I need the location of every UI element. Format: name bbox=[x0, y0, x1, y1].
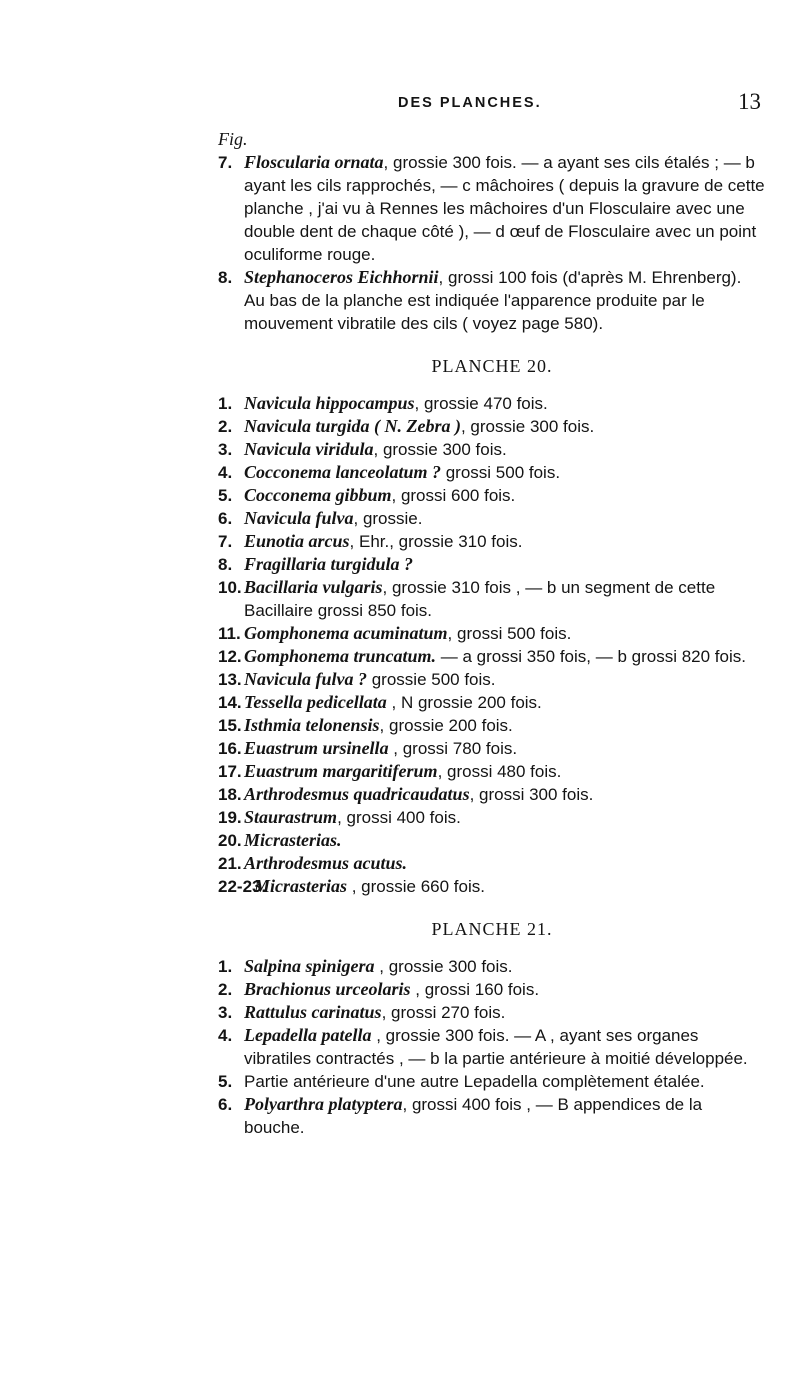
list-item bbox=[218, 806, 766, 829]
species-name: Stephanoceros Eichhornii bbox=[244, 267, 439, 287]
species-name: Navicula fulva ? bbox=[244, 669, 367, 689]
list-item bbox=[218, 1070, 766, 1093]
entry-description: , N grossie 200 fois. bbox=[386, 693, 542, 712]
list-item bbox=[218, 1093, 766, 1139]
text-body bbox=[218, 128, 766, 1139]
entry-number: 4. bbox=[218, 463, 233, 482]
entry-description: grossi 500 fois. bbox=[441, 463, 561, 482]
entry-description: , grossie 300 fois. bbox=[374, 957, 513, 976]
entry-number: 22-23. bbox=[218, 877, 267, 896]
species-name: Salpina spinigera bbox=[244, 956, 375, 976]
list-item bbox=[218, 266, 766, 289]
entry-description: , grossie 470 fois. bbox=[414, 394, 548, 413]
running-header bbox=[0, 91, 800, 119]
entry-description: , grossie 300 fois. bbox=[460, 417, 595, 436]
list-item bbox=[218, 875, 766, 898]
list-item bbox=[218, 1024, 766, 1070]
entry-number: 2. bbox=[218, 980, 233, 999]
entry-number: 21. bbox=[218, 854, 242, 873]
entry-number: 10. bbox=[218, 578, 242, 597]
species-name: Eunotia arcus bbox=[244, 531, 350, 551]
entry-number: 5. bbox=[218, 486, 233, 505]
entry-number: 19. bbox=[218, 808, 242, 827]
entry-description: , grossi 400 fois , — B appendices de la bouche. bbox=[244, 1095, 703, 1137]
species-name: Rattulus carinatus bbox=[244, 1002, 382, 1022]
entry-description: , grossie 300 fois. — A , ayant ses organes vibratiles contractés , — b la partie antérieure à moitié développée. bbox=[244, 1026, 748, 1068]
list-item bbox=[218, 760, 766, 783]
species-name: Micrasterias. bbox=[244, 830, 342, 850]
list-item bbox=[218, 553, 766, 576]
list-item bbox=[218, 507, 766, 530]
entry-description: , grossi 300 fois. bbox=[469, 785, 594, 804]
list-item bbox=[218, 852, 766, 875]
list-item bbox=[218, 668, 766, 691]
entries-list-plate-20 bbox=[218, 392, 766, 898]
species-name: Lepadella patella bbox=[244, 1025, 372, 1045]
entry-number: 18. bbox=[218, 785, 242, 804]
entry-number: 20. bbox=[218, 831, 242, 850]
fig-label: Fig. bbox=[218, 129, 248, 149]
species-name: Navicula hippocampus bbox=[244, 393, 415, 413]
species-name: Arthrodesmus quadricaudatus bbox=[244, 784, 470, 804]
list-item bbox=[218, 461, 766, 484]
entry-number: 1. bbox=[218, 957, 233, 976]
entry-number: 17. bbox=[218, 762, 242, 781]
list-item bbox=[218, 415, 766, 438]
list-item bbox=[218, 783, 766, 806]
entry-description: , grossi 400 fois. bbox=[337, 808, 461, 827]
species-name: Polyarthra platyptera bbox=[244, 1094, 403, 1114]
note: Au bas de la planche est indiquée l'apparence produite par le mouvement vibratile des cils ( voyez page 580). bbox=[244, 291, 705, 333]
species-name: Gomphonema acuminatum bbox=[244, 623, 448, 643]
plate-21-title: PLANCHE 21. bbox=[431, 919, 553, 939]
entry-description: , grossi 100 fois (d'après M. Ehrenberg). bbox=[438, 268, 742, 287]
entry-number: 2. bbox=[218, 417, 233, 436]
entry-description: , grossie. bbox=[353, 509, 423, 528]
list-item bbox=[218, 392, 766, 415]
entry-number: 16. bbox=[218, 739, 242, 758]
species-name: Gomphonema truncatum. bbox=[244, 646, 437, 666]
list-item bbox=[218, 1001, 766, 1024]
list-item bbox=[218, 829, 766, 852]
entry-description: , grossi 500 fois. bbox=[447, 624, 572, 643]
list-item bbox=[218, 151, 766, 266]
species-name: Navicula viridula bbox=[244, 439, 374, 459]
header-title: DES PLANCHES. bbox=[398, 95, 542, 111]
entry-number: 5. bbox=[218, 1072, 233, 1091]
entry-description: , grossie 300 fois. — a ayant ses cils étalés ; — b ayant les cils rapprochés, — c mâchoires ( depuis la gravure de cette planche , j'ai vu à Rennes les mâchoires d'un Flosculaire avec une double dent de chaque côté ), — d œuf de Flosculaire avec un point oculiforme rouge. bbox=[244, 153, 765, 264]
species-name: Cocconema gibbum bbox=[244, 485, 392, 505]
entry-number: 1. bbox=[218, 394, 233, 413]
species-name: Brachionus urceolaris bbox=[244, 979, 411, 999]
entry-description: , grossi 780 fois. bbox=[388, 739, 518, 758]
species-name: Staurastrum bbox=[244, 807, 338, 827]
species-name: Floscularia ornata bbox=[244, 152, 384, 172]
species-name: Bacillaria vulgaris bbox=[244, 577, 383, 597]
list-item bbox=[218, 955, 766, 978]
entry-description: — a grossi 350 fois, — b grossi 820 fois. bbox=[436, 647, 746, 666]
entries-list-plate-21 bbox=[218, 955, 766, 1139]
entry-number: 6. bbox=[218, 1095, 233, 1114]
entry-description: , grossie 310 fois , — b un segment de cette Bacillaire grossi 850 fois. bbox=[244, 578, 716, 620]
entry-number: 7. bbox=[218, 153, 233, 172]
list-item bbox=[218, 737, 766, 760]
entry-number: 13. bbox=[218, 670, 242, 689]
list-item bbox=[218, 438, 766, 461]
entry-description: Partie antérieure d'une autre Lepadella complètement étalée. bbox=[244, 1072, 705, 1091]
species-name: Tessella pedicellata bbox=[244, 692, 387, 712]
entry-description: , grossie 660 fois. bbox=[347, 877, 485, 896]
list-item bbox=[218, 978, 766, 1001]
list-item bbox=[218, 576, 766, 622]
entry-description: , grossi 160 fois. bbox=[410, 980, 540, 999]
list-item bbox=[218, 530, 766, 553]
species-name: Navicula fulva bbox=[244, 508, 354, 528]
entry-description: , grossi 270 fois. bbox=[381, 1003, 506, 1022]
entry-number: 6. bbox=[218, 509, 233, 528]
species-name: Fragillaria turgidula ? bbox=[244, 554, 414, 574]
entry-number: 11. bbox=[218, 624, 241, 643]
page-number: 13 bbox=[738, 89, 761, 114]
list-item bbox=[218, 691, 766, 714]
entry-description: , grossi 480 fois. bbox=[437, 762, 562, 781]
species-name: Euastrum ursinella bbox=[244, 738, 389, 758]
entry-number: 14. bbox=[218, 693, 242, 712]
list-item bbox=[218, 484, 766, 507]
entry-number: 15. bbox=[218, 716, 242, 735]
entry-number: 8. bbox=[218, 555, 233, 574]
species-name: Cocconema lanceolatum ? bbox=[244, 462, 441, 482]
species-name: Euastrum margaritiferum bbox=[244, 761, 438, 781]
entry-description: , Ehr., grossie 310 fois. bbox=[349, 532, 523, 551]
entry-description: , grossie 200 fois. bbox=[379, 716, 513, 735]
species-name: Isthmia telonensis bbox=[244, 715, 380, 735]
species-name: Navicula turgida ( N. Zebra ) bbox=[244, 416, 461, 436]
entry-description: grossie 500 fois. bbox=[367, 670, 496, 689]
entries-list-a bbox=[218, 151, 766, 289]
entry-number: 3. bbox=[218, 440, 233, 459]
entry-number: 4. bbox=[218, 1026, 233, 1045]
entry-number: 8. bbox=[218, 268, 233, 287]
entry-number: 3. bbox=[218, 1003, 233, 1022]
entry-number: 12. bbox=[218, 647, 242, 666]
list-item bbox=[218, 645, 766, 668]
list-item bbox=[218, 622, 766, 645]
entry-description: , grossie 300 fois. bbox=[373, 440, 507, 459]
entry-description: , grossi 600 fois. bbox=[391, 486, 516, 505]
entry-number: 7. bbox=[218, 532, 233, 551]
plate-20-title: PLANCHE 20. bbox=[431, 356, 553, 376]
species-name: Micrasterias bbox=[254, 876, 348, 896]
species-name: Arthrodesmus acutus. bbox=[244, 853, 408, 873]
list-item bbox=[218, 714, 766, 737]
